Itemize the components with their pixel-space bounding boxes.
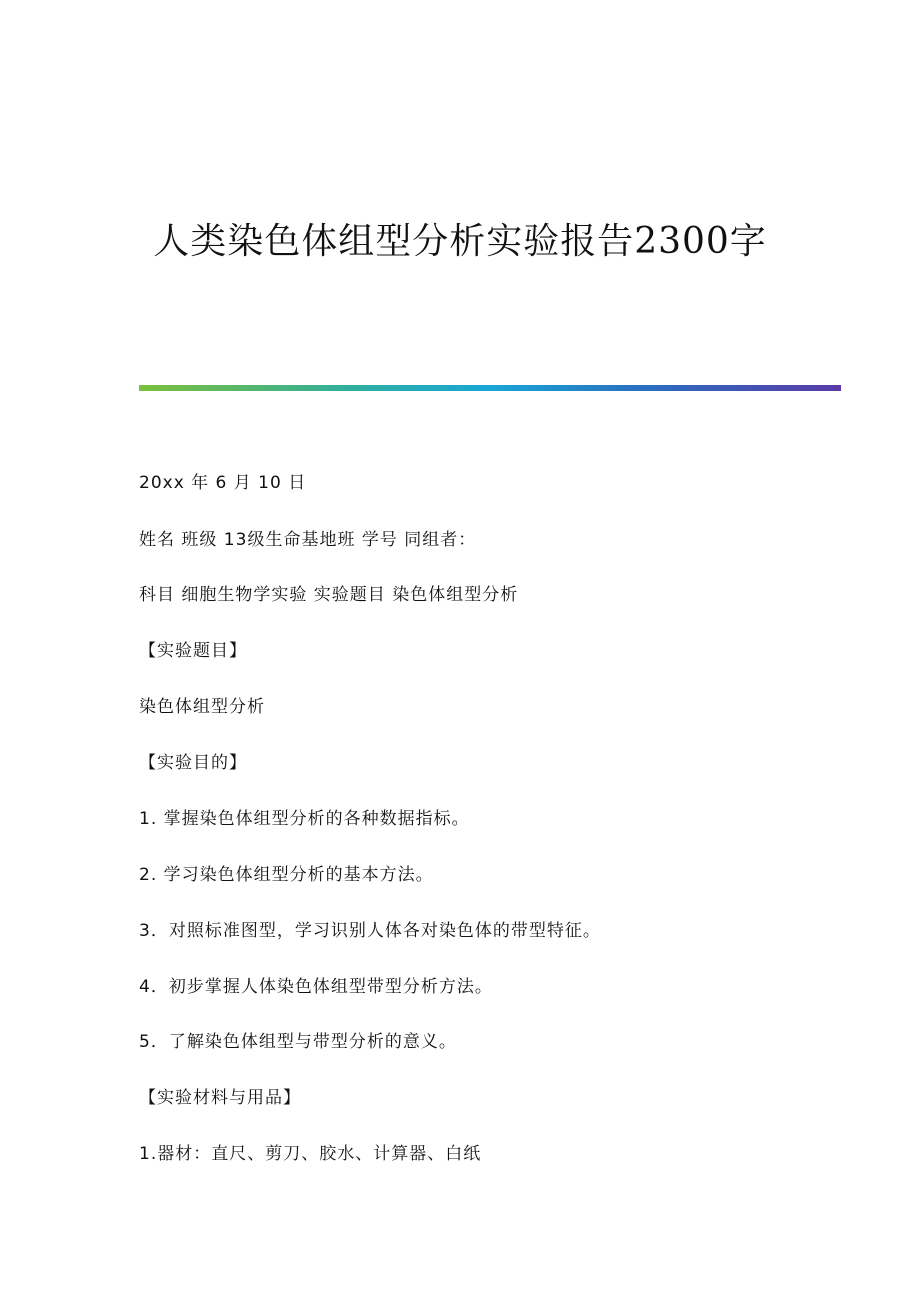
report-date: 20xx 年 6 月 10 日 <box>139 473 307 493</box>
section-heading-materials: 【实验材料与用品】 <box>139 1088 301 1108</box>
section-heading-purpose: 【实验目的】 <box>139 753 247 773</box>
gradient-divider <box>139 385 841 391</box>
student-info-line: 姓名 班级 13级生命基地班 学号 同组者： <box>139 530 477 550</box>
document-title: 人类染色体组型分析实验报告2300字 <box>153 221 767 262</box>
purpose-item-3: 3．对照标准图型，学习识别人体各对染色体的带型特征。 <box>139 921 601 941</box>
course-info-line: 科目 细胞生物学实验 实验题目 染色体组型分析 <box>139 585 519 605</box>
topic-text: 染色体组型分析 <box>139 697 265 717</box>
purpose-item-4: 4．初步掌握人体染色体组型带型分析方法。 <box>139 977 493 997</box>
section-heading-topic: 【实验题目】 <box>139 641 247 661</box>
purpose-item-2: 2. 学习染色体组型分析的基本方法。 <box>139 865 434 885</box>
materials-item-1: 1.器材：直尺、剪刀、胶水、计算器、白纸 <box>139 1144 482 1164</box>
purpose-item-5: 5．了解染色体组型与带型分析的意义。 <box>139 1032 457 1052</box>
purpose-item-1: 1. 掌握染色体组型分析的各种数据指标。 <box>139 809 470 829</box>
